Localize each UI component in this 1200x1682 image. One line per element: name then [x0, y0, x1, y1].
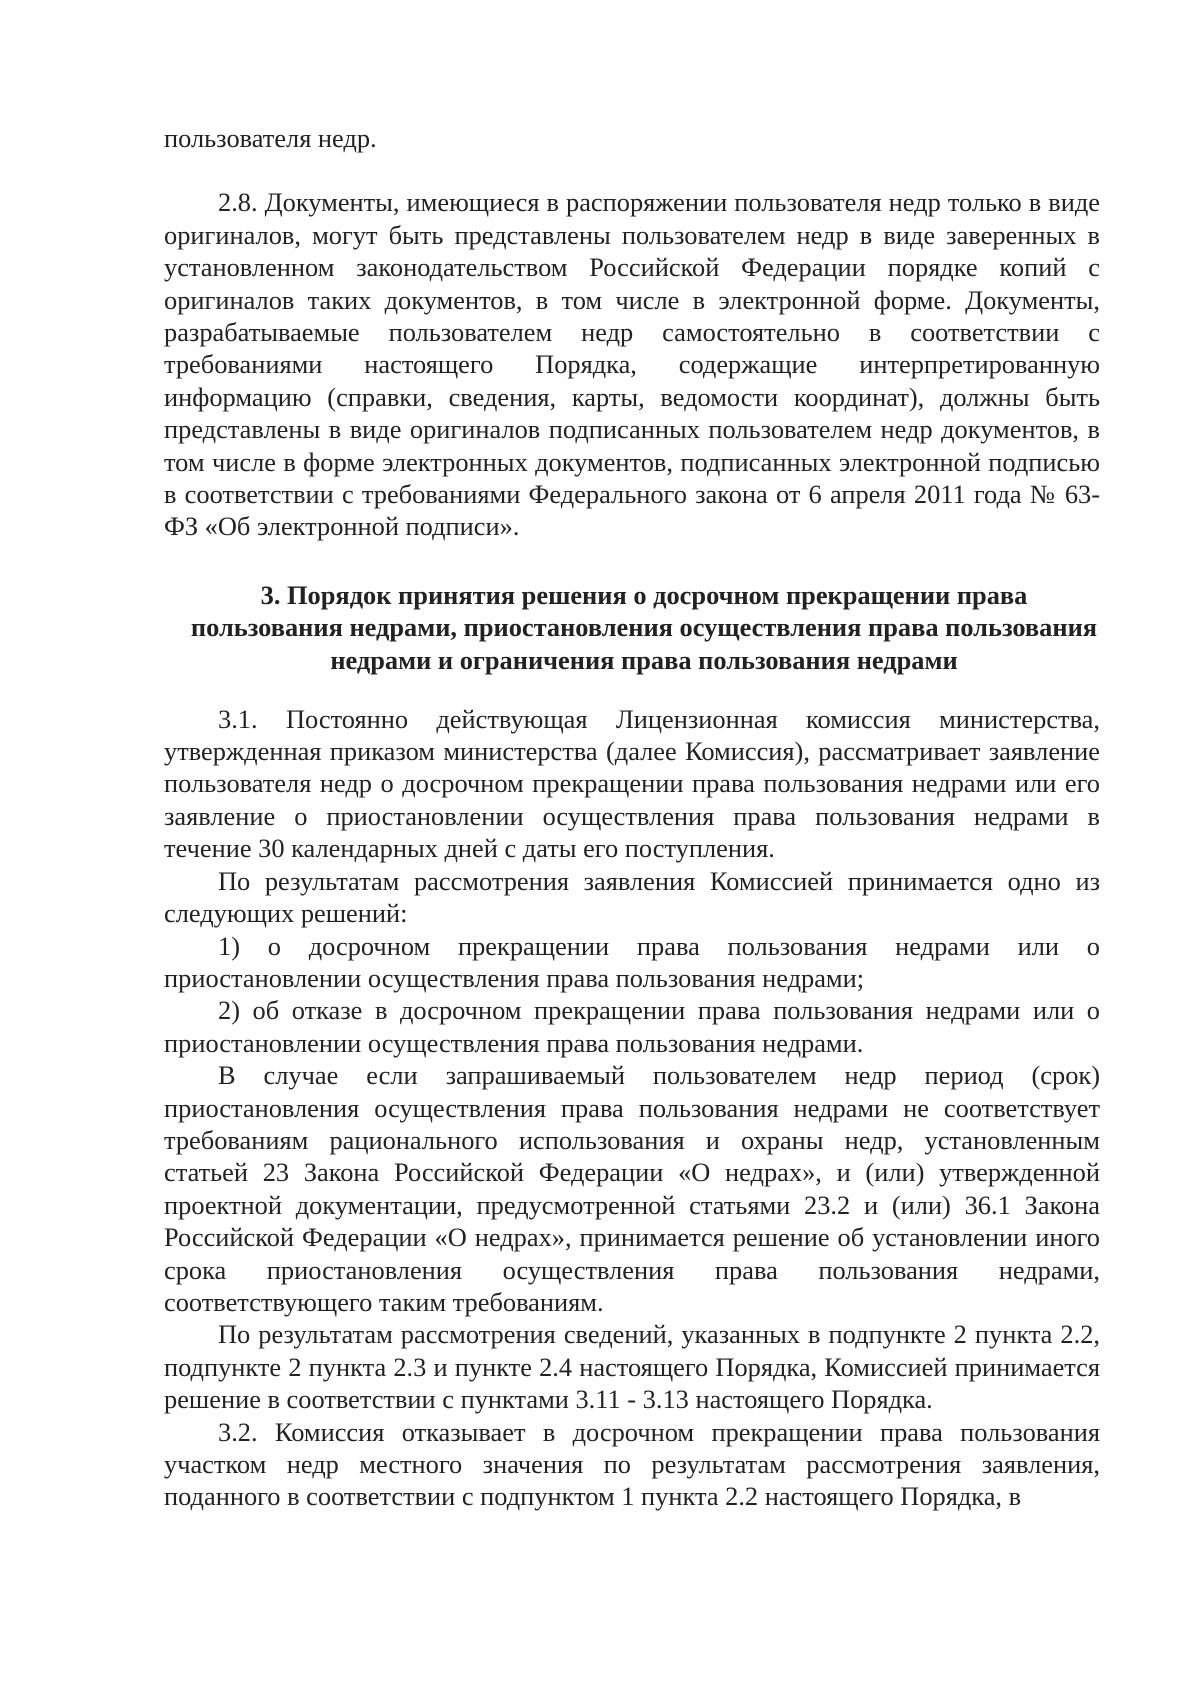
spacer: [164, 154, 1100, 186]
spacer: [164, 543, 1100, 579]
spacer: [164, 677, 1100, 703]
continuation-text: пользователя недр.: [164, 123, 377, 153]
paragraph-case: В случае если запрашиваемый пользователем недр период (срок) приостановления осуществления права пользования недрами не соответствует требованиям рационального использования и охраны недр, установленным статьей 23 Закона Российской Федерации «О недрах», и (или) утвержденной проектной документации, предусмотренной статьями 23.2 и (или) 36.1 Закона Российской Федерации «О недрах», принимается решение об установлении иного срока приостановления осуществления права пользования недрами, соответствующего таким требованиям.: [164, 1060, 1100, 1317]
paragraph-3-2: 3.2. Комиссия отказывает в досрочном прекращении права пользования участком недр местного значения по результатам рассмотрения заявления, поданного в соответствии с подпунктом 1 пункта 2.2 настоящего Порядка, в: [164, 1416, 1100, 1512]
list-item-1: 1) о досрочном прекращении права пользования недрами или о приостановлении осуществления права пользования недрами;: [164, 930, 1100, 993]
paragraph-results-info: По результатам рассмотрения сведений, указанных в подпункте 2 пункта 2.2, подпункте 2 пункта 2.3 и пункте 2.4 настоящего Порядка, Комиссией принимается решение в соответствии с пунктами 3.11 - 3.13 настоящего Порядка.: [164, 1319, 1100, 1415]
paragraph-3-1: 3.1. Постоянно действующая Лицензионная комиссия министерства, утвержденная приказом министерства (далее Комиссия), рассматривает заявление пользователя недр о досрочном прекращении права пользования недрами или его заявление о приостановлении осуществления права пользования недрами в течение 30 календарных дней с даты его поступления.: [164, 703, 1100, 864]
paragraph-results-intro: По результатам рассмотрения заявления Комиссией принимается одно из следующих решений:: [164, 865, 1100, 929]
list-item-2: 2) об отказе в досрочном прекращении права пользования недрами или о приостановлении осуществления права пользования недрами.: [164, 995, 1100, 1058]
section-3-heading: 3. Порядок принятия решения о досрочном прекращении права пользования недрами, приостановления осуществления права пользования недрами и ограничения права пользования недрами: [190, 579, 1098, 676]
document-body: [164, 122, 1100, 1513]
paragraph-2-8: 2.8. Документы, имеющиеся в распоряжении пользователя недр только в виде оригиналов, могут быть представлены пользователем недр в виде заверенных в установленном законодательством Российской Федерации порядке копий с оригиналов таких документов, в том числе в электронной форме. Документы, разрабатываемые пользователем недр самостоятельно в соответствии с требованиями настоящего Порядка, содержащие интерпретированную информацию (справки, сведения, карты, ведомости координат), должны быть представлены в виде оригиналов подписанных пользователем недр документов, в том числе в форме электронных документов, подписанных электронной подписью в соответствии с требованиями Федерального закона от 6 апреля 2011 года № 63-ФЗ «Об электронной подписи».: [164, 187, 1100, 542]
